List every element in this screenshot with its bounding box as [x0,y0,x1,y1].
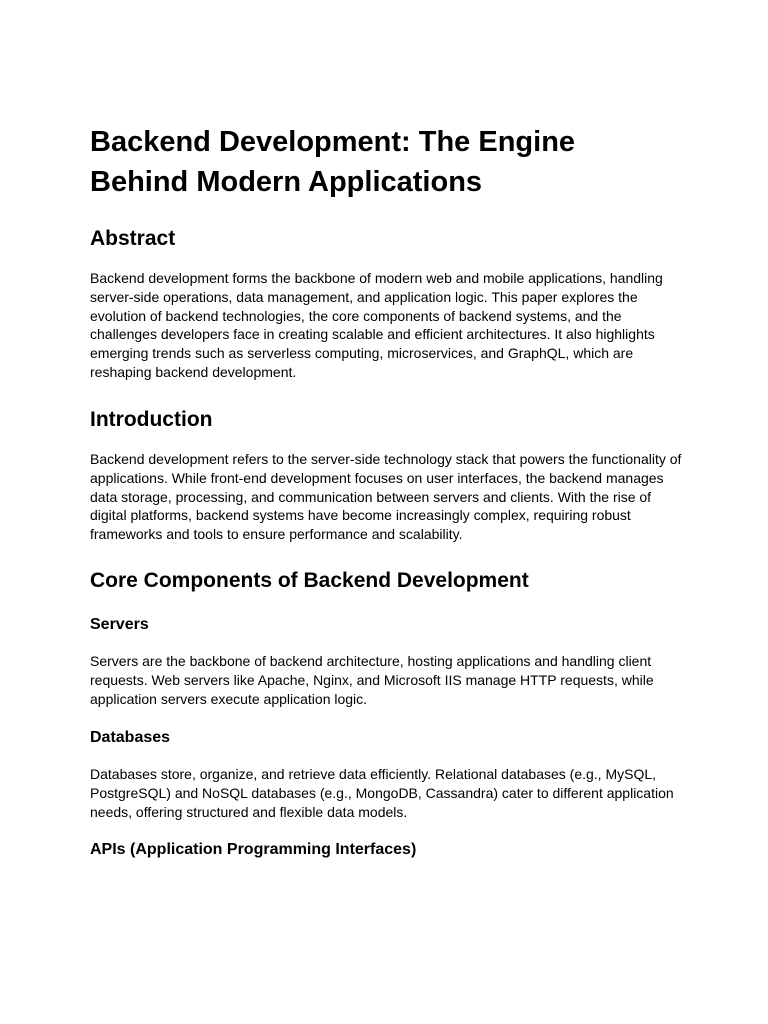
abstract-paragraph: Backend development forms the backbone of modern web and mobile applications, handling server-side operations, data management, and application logic. This paper explores the evolution of backend technologies, the core components of backend systems, and the challenges developers face in creating scalable and efficient architectures. It also highlights emerging trends such as serverless computing, microservices, and GraphQL, which are reshaping backend development. [90,270,663,380]
abstract-heading: Abstract [90,227,176,250]
introduction-paragraph: Backend development refers to the server-side technology stack that powers the functionality of applications. While front-end development focuses on user interfaces, the backend manages data storage, processing, and communication between servers and clients. With the rise of digital platforms, backend systems have become increasingly complex, requiring robust frameworks and tools to ensure performance and scalability. [90,451,682,543]
document-title: Backend Development: The Engine Behind Modern Applications [90,126,576,198]
introduction-heading: Introduction [90,408,213,431]
databases-heading: Databases [90,729,171,746]
apis-heading: APIs (Application Programming Interfaces) [90,841,417,858]
servers-heading: Servers [90,616,149,633]
databases-paragraph: Databases store, organize, and retrieve data efficiently. Relational databases (e.g., MySQL, PostgreSQL) and NoSQL databases (e.g., MongoDB, Cassandra) cater to different application needs, offering structured and flexible data models. [90,766,674,820]
core-components-heading: Core Components of Backend Development [90,569,529,592]
servers-paragraph: Servers are the backbone of backend architecture, hosting applications and handling client requests. Web servers like Apache, Nginx, and Microsoft IIS manage HTTP requests, while application servers execute application logic. [90,653,654,707]
